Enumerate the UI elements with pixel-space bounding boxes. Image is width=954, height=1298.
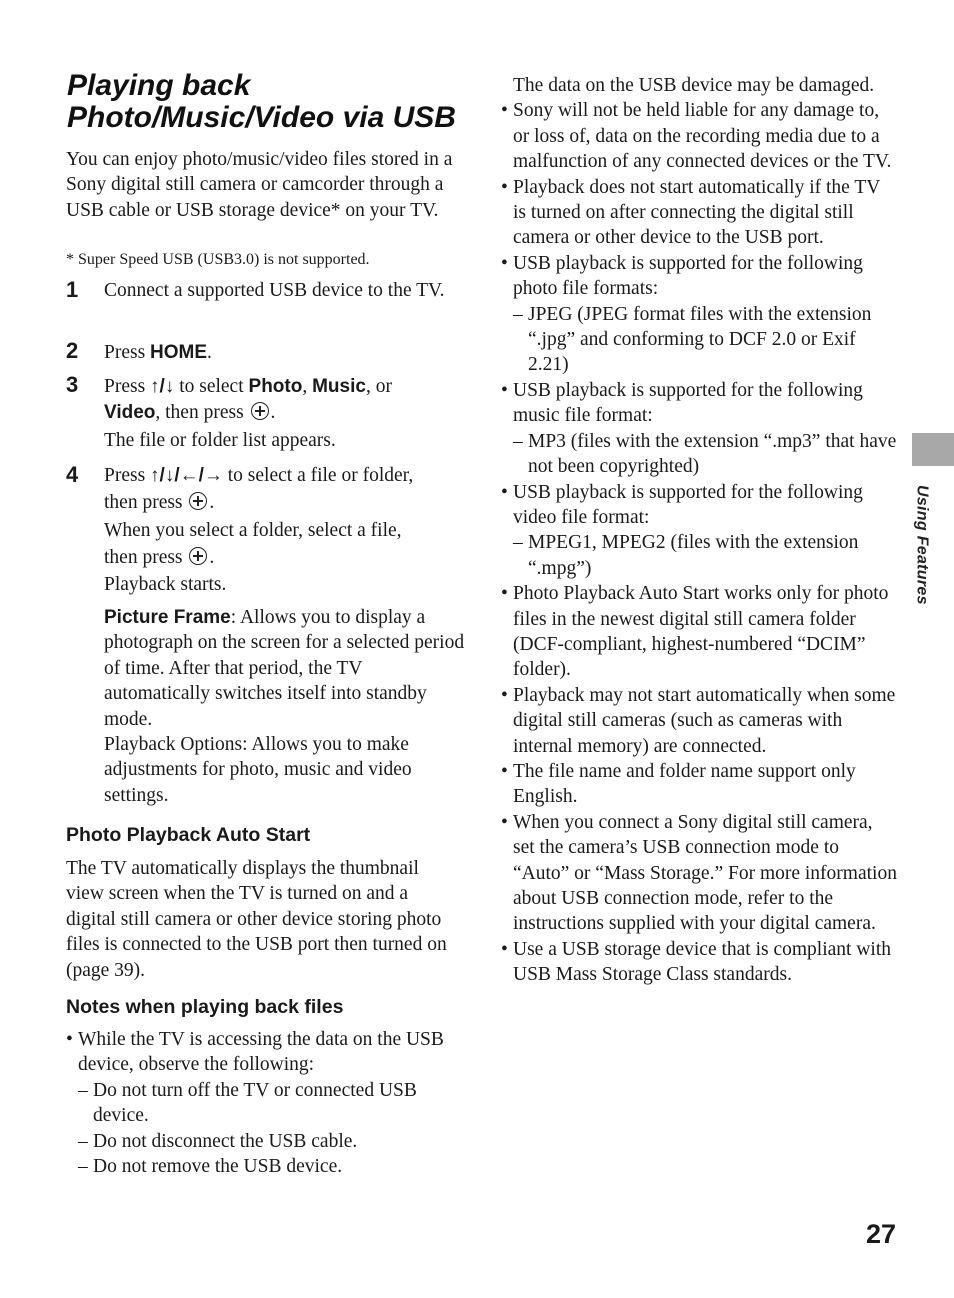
- video-format-dash: – MPEG1, MPEG2 (files with the extension “.mpg”): [513, 530, 897, 581]
- note-bullet: • USB playback is supported for the following photo file formats:: [501, 251, 897, 302]
- step-3-result: The file or folder list appears.: [104, 429, 336, 451]
- step-4-text: [104, 463, 466, 808]
- step-3-text: [104, 374, 464, 453]
- step-2-text: [104, 340, 464, 365]
- note-bullet: • Use a USB storage device that is compliant with USB Mass Storage Class standards.: [501, 937, 897, 988]
- step-4-dot-2: .: [209, 547, 215, 569]
- notes-heading: Notes when playing back files: [66, 996, 344, 1018]
- right-column: [501, 73, 897, 988]
- enter-button-icon: [189, 492, 207, 510]
- step-3-mid: to select: [174, 376, 249, 397]
- four-way-arrows-icon: ↑/↓/←/→: [150, 465, 223, 486]
- intro-paragraph: You can enjoy photo/music/video files stored in a Sony digital still camera or camcorder through a USB cable or USB storage device* on your TV.: [66, 149, 453, 221]
- step-3-number: 3: [66, 372, 79, 397]
- page-number: 27: [866, 1219, 897, 1249]
- auto-start-heading: Photo Playback Auto Start: [66, 824, 311, 846]
- music-option-label: Music: [312, 376, 366, 397]
- auto-start-paragraph: The TV automatically displays the thumbnail view screen when the TV is turned on and a digital still camera or other device storing photo files is connected to the USB port then turned on (page 39).: [66, 858, 447, 981]
- note-bullet: • Sony will not be held liable for any damage to, or loss of, data on the recording media due to a malfunction of any connected devices or the TV.: [501, 98, 897, 174]
- section-side-label: Using Features: [913, 485, 931, 605]
- note-bullet: • Playback may not start automatically when some digital still cameras (such as cameras with internal memory) are connected.: [501, 683, 897, 759]
- section-tab-marker: [912, 433, 954, 466]
- note-dash-1: – Do not turn off the TV or connected USB device.: [78, 1078, 458, 1129]
- home-button-label: HOME: [150, 342, 208, 363]
- step-2-number: 2: [66, 338, 79, 363]
- picture-frame-label: Picture Frame: [104, 607, 231, 629]
- step-4-then-2: then press: [104, 547, 183, 569]
- note-bullet: • While the TV is accessing the data on the USB device, observe the following:: [66, 1027, 458, 1078]
- note-bullet: • Playback does not start automatically if the TV is turned on after connecting the digital still camera or other device to the USB port.: [501, 175, 897, 251]
- step-2-post: .: [207, 342, 212, 363]
- note-bullet: • USB playback is supported for the following video file format:: [501, 480, 897, 531]
- music-format-dash: – MP3 (files with the extension “.mp3” that have not been copyrighted): [513, 429, 897, 480]
- step-3-dot: .: [270, 402, 276, 424]
- step-3-then: , then press: [155, 402, 244, 424]
- step-3-comma: ,: [302, 376, 313, 397]
- video-option-label: Video: [104, 402, 156, 424]
- enter-button-icon: [251, 402, 269, 420]
- title-line-1: Playing back: [67, 69, 251, 102]
- note-continued: The data on the USB device may be damaged.: [513, 75, 875, 96]
- step-4-when: When you select a folder, select a file,: [104, 519, 402, 541]
- title-line-2: Photo/Music/Video via USB: [67, 101, 456, 134]
- note-bullet: • The file name and folder name support only English.: [501, 759, 897, 810]
- step-1-text: Connect a supported USB device to the TV.: [104, 280, 445, 301]
- step-1-number: 1: [66, 277, 79, 302]
- step-4-post: to select a file or folder,: [222, 465, 414, 486]
- note-bullet: • Photo Playback Auto Start works only for photo files in the newest digital still camera folder (DCF-compliant, highest-numbered “DCIM” folder).: [501, 581, 897, 683]
- photo-option-label: Photo: [248, 376, 303, 397]
- photo-format-dash: – JPEG (JPEG format files with the extension “.jpg” and conforming to DCF 2.0 or Exif 2.21): [513, 302, 897, 378]
- up-down-arrows-icon: ↑/↓: [150, 376, 175, 397]
- picture-frame-text: : Allows you to display a photograph on the screen for a selected period of time. After that period, the TV automatically switches itself into standby mode.: [104, 607, 465, 730]
- note-dash-2: – Do not disconnect the USB cable.: [78, 1129, 458, 1154]
- notes-list: [66, 1027, 458, 1179]
- step-4-then-1: then press: [104, 492, 183, 514]
- note-bullet: • When you connect a Sony digital still camera, set the camera’s USB connection mode to “Auto” or “Mass Storage.” For more information about USB connection mode, refer to the instructions supplied with your digital camera.: [501, 810, 897, 937]
- step-4-number: 4: [66, 462, 79, 487]
- step-4-pre: Press: [104, 465, 151, 486]
- step-4-dot-1: .: [209, 492, 215, 514]
- note-bullet: • USB playback is supported for the following music file format:: [501, 378, 897, 429]
- step-4-starts: Playback starts.: [104, 573, 227, 595]
- step-3-pre: Press: [104, 376, 151, 397]
- enter-button-icon: [189, 547, 207, 565]
- playback-options-text: Playback Options: Allows you to make adjustments for photo, music and video settings.: [104, 734, 412, 806]
- step-3-or: , or: [365, 376, 392, 397]
- page-title: [67, 70, 487, 134]
- step-2-pre: Press: [104, 342, 151, 363]
- note-dash-3: – Do not remove the USB device.: [78, 1154, 458, 1179]
- footnote: * Super Speed USB (USB3.0) is not supported.: [66, 251, 370, 268]
